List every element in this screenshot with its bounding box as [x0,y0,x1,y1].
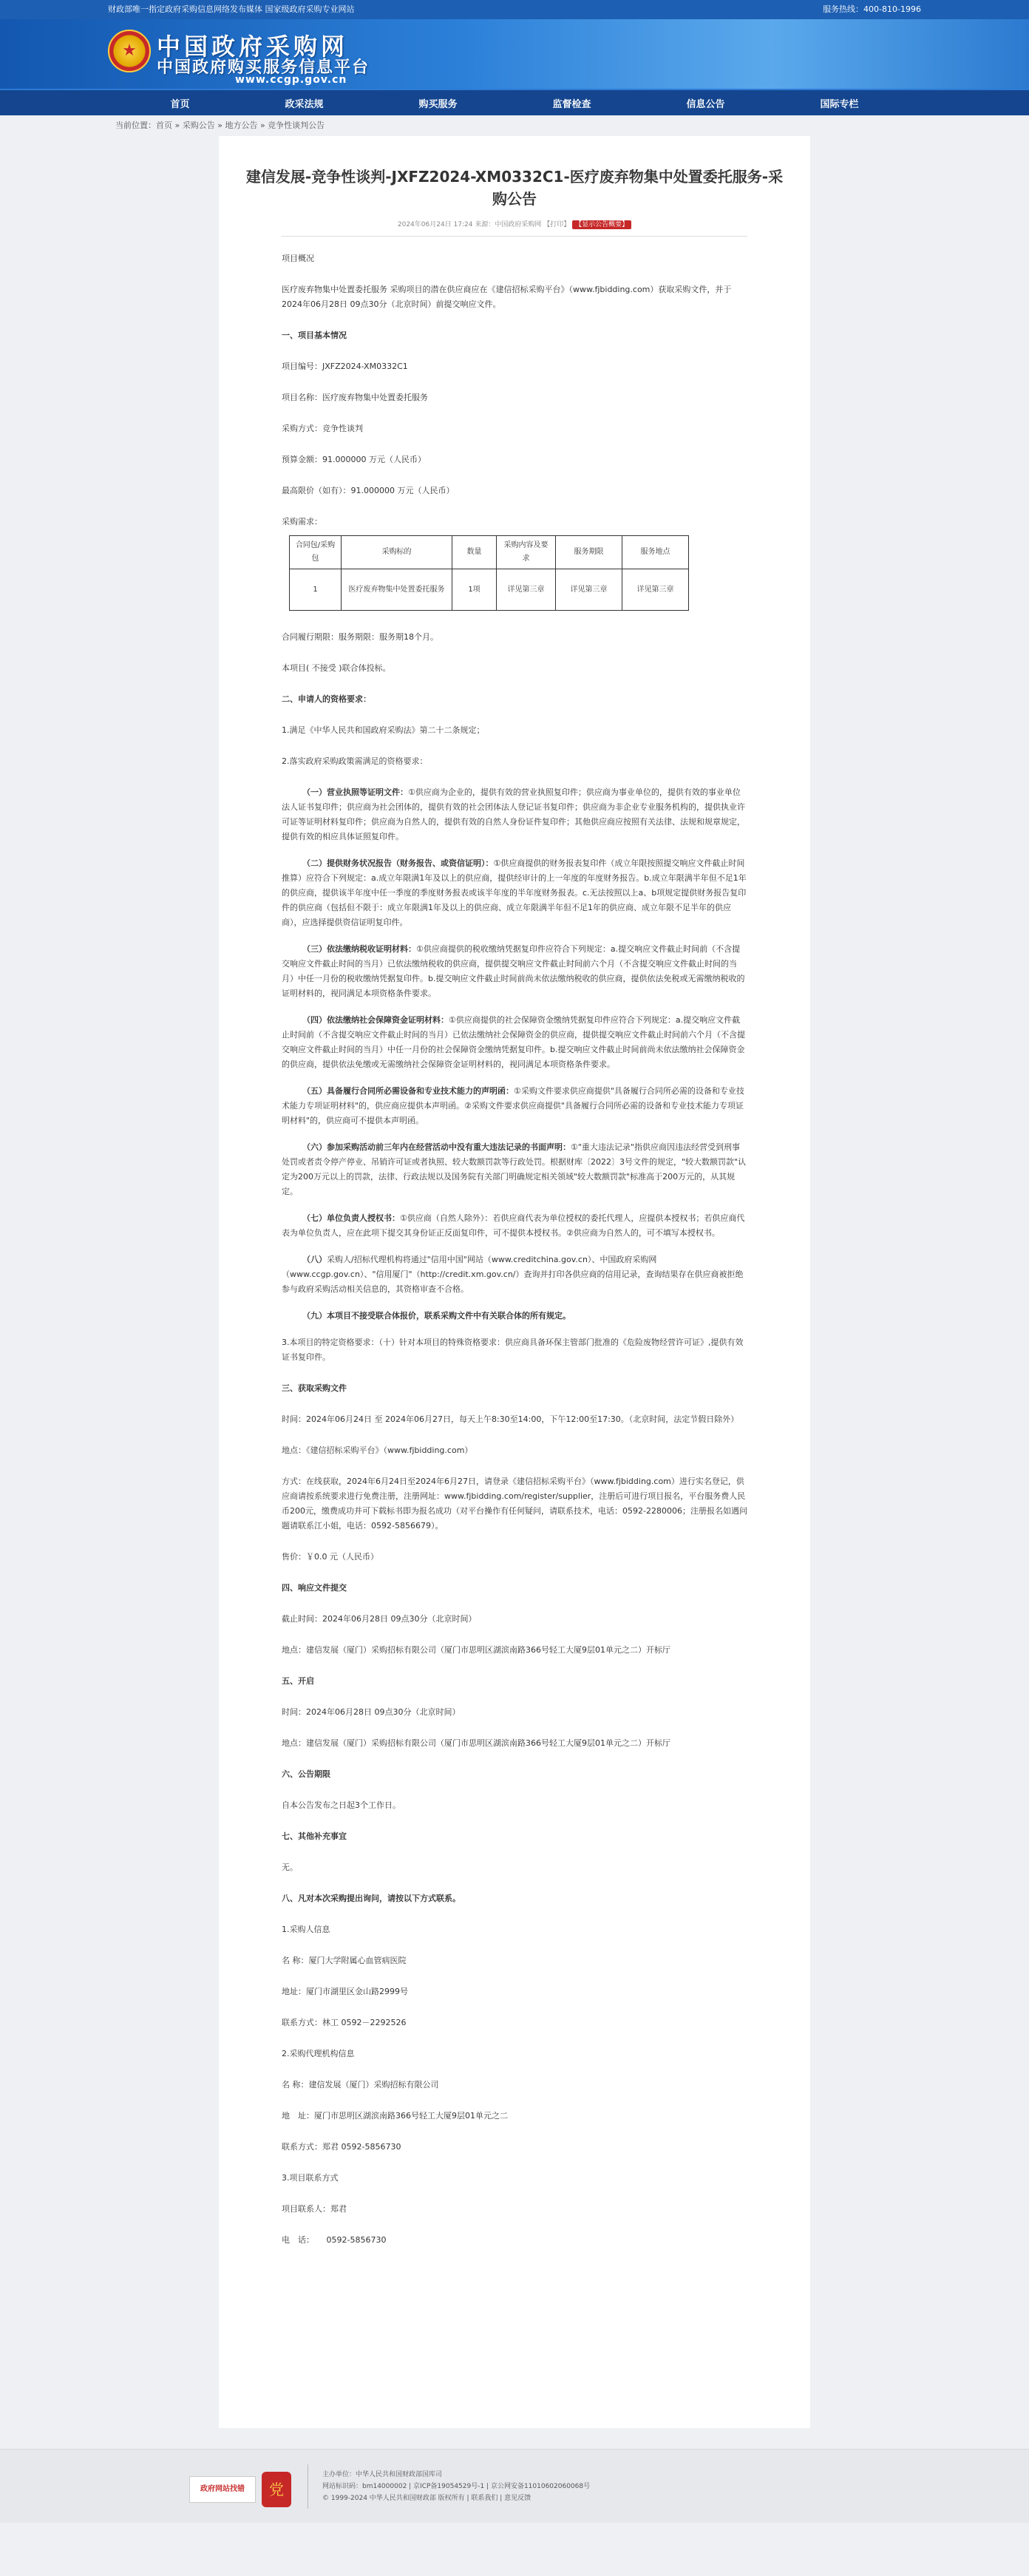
submission-deadline: 截止时间：2024年06月28日 09点30分（北京时间） [282,1614,477,1624]
qualification-item-text: ①供应商提供的社会保障资金缴纳凭据复印件应符合下列规定：a.提交响应文件截止时间前（不含提交响应文件截止时间的当月）已依法缴纳社会保障资金的供应商，提供提交响应文件截止时间前六个月（不含提交响应文件截止时间的当月）中任一月份的社会保障资金缴纳凭据复印件。b.提交响应文件截止时间前尚未依法缴纳社会保障资金的供应商，提供依法免缴或无需缴纳社会保障资金证明材料的，视同满足本项资格条件要求。 [282,1015,745,1069]
qualification-item-5 [282,1084,747,1128]
notice-period: 自本公告发布之日起3个工作日。 [282,1800,401,1810]
qualification-1: 1.满足《中华人民共和国政府采购法》第二十二条规定； [282,725,485,735]
project-name: 项目名称：医疗废弃物集中处置委托服务 [282,393,428,402]
section-heading-2: 二、申请人的资格要求： [282,694,371,704]
nav-supervision[interactable]: 监督检查 [552,98,591,110]
table-header: 服务期限 [556,536,622,569]
article-title: 建信发展-竞争性谈判-JXFZ2024-XM0332C1-医疗废弃物集中处置委托服务-采购公告 [245,168,784,208]
agency-address: 地 址：厦门市思明区湖滨南路366号轻工大厦9层01单元之二 [282,2111,508,2121]
table-row [290,569,689,611]
acquire-time: 时间：2024年06月24日 至 2024年06月27日，每天上午8:30至14:00，下午12:00至17:30。（北京时间，法定节假日除外） [282,1414,739,1424]
service-hotline: 服务热线：400-810-1996 [823,4,921,14]
qualification-item-title: （四）依法缴纳社会保障资金证明材料： [302,1015,449,1025]
table-cell: 详见第三章 [497,569,556,611]
nav-announcements[interactable]: 信息公告 [686,98,725,110]
table-cell: 1 [290,569,342,611]
overview-text: 医疗废弃物集中处置委托服务 采购项目的潜在供应商应在《建信招标采购平台》（www.fjbidding.com）获取采购文件，并于2024年06月28日 09点30分（北京时间）前提交响应文件。 [282,285,732,309]
qualification-item-6 [282,1140,747,1199]
section-heading-8: 八、凡对本次采购提出询问，请按以下方式联系。 [282,1894,461,1903]
qualification-item-2 [282,856,747,930]
breadcrumb [0,115,1029,136]
section-heading-6: 六、公告期限 [282,1769,330,1779]
section-heading-1: 一、项目基本情况 [282,331,347,340]
article-meta [219,219,810,228]
breadcrumb-text[interactable]: 当前位置：首页 » 采购公告 » 地方公告 » 竞争性谈判公告 [115,121,325,130]
qualification-item-text: ①供应商（自然人除外）：若供应商代表为单位授权的委托代理人，应提供本授权书；若供应商代表为单位负责人，应在此项下提交其身份证正反面复印件，可不提供本授权书。②供应商为自然人的，可不填写本授权书。 [282,1213,745,1238]
qualification-item-text: ①供应商提供的财务报表复印件（成立年限按照提交响应文件截止时间推算）应符合下列规定：a.成立年限满1年及以上的供应商，提供经审计的上一年度的年度财务报告。b.成立年限满半年但不足1年的供应商，提供该半年度中任一季度的季度财务报表或该半年度的半年度财务报表。c.无法按照以上a、b项规定提供财务报告复印件的供应商（包括但不限于：成立年限满1年及以上的供应商、成立年限满半年但不足1年的供应商、成立年限不足半年的供应商），应选择提供资信证明复印件。 [282,858,747,927]
table-cell: 详见第三章 [622,569,689,611]
footer-sponsor: 主办单位：中华人民共和国财政部国库司 [322,2471,443,2478]
title-divider [282,236,747,237]
opening-location: 地点：建信发展（厦门）采购招标有限公司（厦门市思明区湖滨南路366号轻工大厦9层01单元之二）开标厅 [282,1738,670,1748]
table-header: 采购标的 [342,536,452,569]
qualification-item-4 [282,1013,747,1072]
project-number: 项目编号：JXFZ2024-XM0332C1 [282,362,408,371]
purchaser-info-label: 1.采购人信息 [282,1925,330,1934]
special-qualification: 3.本项目的特定资格要求：（十）针对本项目的特殊资格要求：供应商具备环保主管部门批准的《危险废物经营许可证》,提供有效证书复印件。 [282,1338,744,1362]
table-cell: 医疗废弃物集中处置委托服务 [342,569,452,611]
purchaser-name: 名 称：厦门大学附属心血管病医院 [282,1956,407,1965]
contract-period: 合同履行期限：服务期限：服务期18个月。 [282,632,438,642]
table-header: 服务地点 [622,536,689,569]
footer-copyright[interactable]: © 1999-2024 中华人民共和国财政部 版权所有 | 联系我们 | 意见反馈 [322,2495,532,2502]
procurement-method: 采购方式：竞争性谈判 [282,424,363,433]
site-url: www.ccgp.gov.cn [235,74,347,86]
opening-time: 时间：2024年06月28日 09点30分（北京时间） [282,1707,461,1717]
agency-name: 名 称：建信发展（厦门）采购招标有限公司 [282,2080,439,2089]
footer-info [322,2469,590,2504]
table-cell: 1项 [452,569,497,611]
article-meta-text: 2024年06月24日 17:24 来源：中国政府采购网 【打印】 [397,221,571,228]
section-heading-7: 七、其他补充事宜 [282,1831,347,1841]
qualification-item-9 [282,1309,747,1323]
agency-contact: 联系方式：郑君 0592-5856730 [282,2142,401,2152]
table-header: 合同包/采购包 [290,536,342,569]
project-contact-person: 项目联系人：郑君 [282,2204,347,2214]
max-price: 最高限价（如有）：91.000000 万元（人民币） [282,486,455,495]
qualification-item-text: ①供应商为企业的，提供有效的营业执照复印件；供应商为事业单位的，提供有效的事业单位法人证书复印件；供应商为社会团体的，提供有效的社会团体法人登记证书复印件；供应商为非企业专业服务机构的，提供执业许可证等证明材料复印件；供应商为自然人的，提供有效的自然人身份证件复印件；其他供应商应按照有关法律、法规和规章规定，提供有效的相应具体证照复印件。 [282,787,745,841]
site-logo-subtitle: 中国政府购买服务信息平台 [157,58,370,77]
nav-regulations[interactable]: 政采法规 [285,98,324,110]
qualification-item-3 [282,942,747,1001]
table-header-row [290,536,689,569]
qualification-item-8 [282,1253,747,1297]
agency-info-label: 2.采购代理机构信息 [282,2049,355,2058]
qualification-item-1 [282,785,747,844]
nav-purchase-services[interactable]: 购买服务 [418,98,458,110]
qualification-item-title: （八） [302,1255,327,1264]
acquire-location: 地点：《建信招标采购平台》（www.fjbidding.com） [282,1445,473,1455]
qualification-item-title: （五）具备履行合同所必需设备和专业技术能力的声明函： [302,1086,514,1096]
top-bar-slogan: 财政部唯一指定政府采购信息网络发布媒体 国家级政府采购专业网站 [108,4,355,14]
nav-international[interactable]: 国际专栏 [820,98,859,110]
qualification-item-7 [282,1211,747,1241]
gov-site-error-report-badge[interactable]: 政府网站找错 [189,2476,256,2503]
requirements-label: 采购需求： [282,517,322,526]
site-logo-title[interactable]: 中国政府采购网 [157,33,349,61]
table-cell: 详见第三章 [556,569,622,611]
submission-location: 地点：建信发展（厦门）采购招标有限公司（厦门市思明区湖滨南路366号轻工大厦9层01单元之二）开标厅 [282,1645,670,1655]
qualification-item-title: （一）营业执照等证明文件： [302,787,408,797]
footer [0,2449,1029,2523]
qualification-item-title: （七）单位负责人授权书： [302,1213,400,1223]
project-overview-label: 项目概况 [282,254,314,263]
main-nav [0,89,1029,115]
qualification-item-text: ①采购文件要求供应商提供"具备履行合同所必需的设备和专业技术能力专项证明材料"的，供应商应提供本声明函。②采购文件要求供应商提供"具备履行合同所必需的设备和专业技术能力专项证明材料"的，供应商可不提供本声明函。 [282,1086,744,1125]
project-contact-phone: 电 话： 0592-5856730 [282,2235,387,2245]
table-header: 采购内容及要求 [497,536,556,569]
other-matters: 无。 [282,1862,298,1872]
consortium-note: 本项目( 不接受 )联合体投标。 [282,663,391,673]
price: 售价：￥0.0 元（人民币） [282,1552,378,1562]
nav-home[interactable]: 首页 [170,98,190,110]
footer-registration: 网站标识码：bm14000002 | 京ICP备19054529号-1 | 京公网安备11010602060068号 [322,2483,591,2490]
article-body [282,251,747,2248]
qualification-item-title: （六）参加采购活动前三年内在经营活动中没有重大违法记录的书面声明： [302,1142,571,1152]
section-heading-4: 四、响应文件提交 [282,1583,347,1593]
qualification-item-text: 采购人/招标代理机构将通过"信用中国"网站（www.creditchina.gov.cn）、中国政府采购网（www.ccgp.gov.cn）、"信用厦门"（http://credit.xm.gov.cn/）查询并打印各供应商的信用记录，查询结果存在供应商被拒绝参与政府采购活动相关信息的，其资格审查不合格。 [282,1255,744,1294]
national-emblem-icon: ★ [108,30,151,72]
section-heading-5: 五、开启 [282,1676,314,1686]
header-banner [0,19,1029,89]
top-bar [0,0,1029,19]
qualification-item-title: （九）本项目不接受联合体报价，联系采购文件中有关联合体的所有规定。 [302,1311,571,1321]
qualification-item-text: ①供应商提供的税收缴纳凭据复印件应符合下列规定：a.提交响应文件截止时间前（不含提交响应文件截止时间的当月）已依法缴纳税收的供应商，提供提交响应文件截止时间前六个月（不含提交响应文件截止时间的当月）中任一月份的税收缴纳凭据复印件。b.提交响应文件截止时间前尚未依法缴纳税收的供应商，提供依法免税或无需缴纳税收的证明材料的，视同满足本项资格条件要求。 [282,944,745,998]
article-container [219,136,810,2428]
project-contact-label: 3.项目联系方式 [282,2173,339,2183]
qualification-item-title: （三）依法缴纳税收证明材料： [302,944,416,954]
qualification-2: 2.落实政府采购政策需满足的资格要求： [282,756,428,766]
qualification-item-text: ①"重大违法记录"指供应商因违法经营受到刑事处罚或者责令停产停业、吊销许可证或者执照、较大数额罚款等行政处罚。根据财库〔2022〕3号文件的规定，"较大数额罚款"认定为200万元以上的罚款，法律、行政法规以及国务院有关部门明确规定相关领域"较大数额罚款"标准高于200万元的，从其规定。 [282,1142,747,1196]
purchaser-address: 地址：厦门市湖里区金山路2999号 [282,1987,408,1996]
qualification-item-title: （二）提供财务状况报告（财务报告、或资信证明）： [302,858,494,868]
party-emblem-icon[interactable]: 党 [262,2472,291,2507]
section-heading-3: 三、获取采购文件 [282,1383,347,1393]
budget-amount: 预算金额：91.000000 万元（人民币） [282,455,426,464]
acquire-method: 方式：在线获取，2024年6月24日至2024年6月27日，请登录《建信招标采购平台》（www.fjbidding.com）进行实名登记，供应商请按系统要求进行免费注册，注册网址：www.fjbidding.com/register/supplier，注册后可进行项目报名，平台服务费人民币200元，缴费成功并可下载标书即为报名成功（对平台操作有任何疑问，请联系技术，电话：0592-2280006；注册报名如遇问题请联系江小姐，电话：0592-5856679）。 [282,1477,747,1531]
requirements-table [289,535,689,611]
purchaser-contact: 联系方式：林工 0592－2292526 [282,2018,407,2027]
summary-toggle-button[interactable]: 【显示公告概要】 [572,220,631,229]
table-header: 数量 [452,536,497,569]
